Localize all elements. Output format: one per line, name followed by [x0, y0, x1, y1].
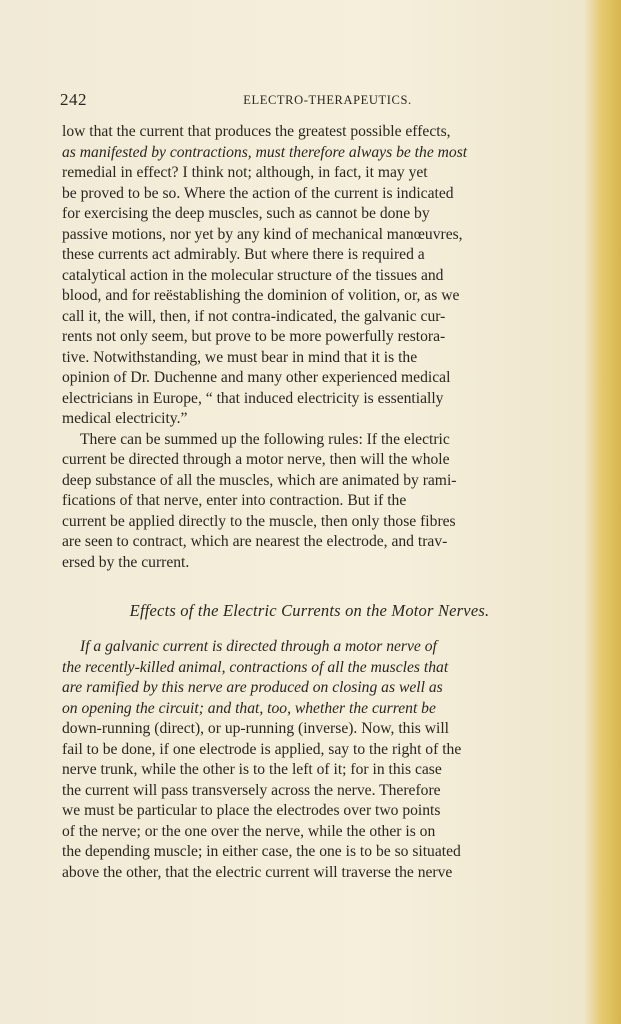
text-line: the recently-killed animal, contractions of all the muscles that	[62, 658, 449, 676]
page-number: 242	[60, 90, 87, 109]
spacer	[62, 623, 557, 637]
page-header	[60, 90, 555, 110]
text-line: are ramified by this nerve are produced on closing as well as	[62, 679, 443, 696]
text-line: opinion of Dr. Duchenne and many other experienced medical	[62, 369, 451, 386]
text-line: for exercising the deep muscles, such as cannot be done by	[62, 205, 430, 222]
spacer	[62, 573, 557, 601]
text-line: remedial in effect? I think not; although, in fact, it may yet	[62, 164, 428, 181]
text-line: be proved to be so. Where the action of the current is indicated	[62, 184, 454, 202]
text-line: above the other, that the electric current will traverse the nerve	[62, 863, 453, 881]
text-line: nerve trunk, while the other is to the left of it; for in this case	[62, 761, 442, 778]
text-line: call it, the will, then, if not contra-indicated, the galvanic cur-	[62, 307, 446, 325]
text-line: the depending muscle; in either case, the one is to be so situated	[62, 843, 461, 860]
text-line: rents not only seem, but prove to be more powerfully restora-	[62, 328, 446, 345]
text-line: the current will pass transversely across the nerve. Therefore	[62, 781, 441, 799]
text-line: on opening the circuit; and that, too, whether the current be	[62, 699, 436, 717]
text-line: blood, and for reëstablishing the dominion of volition, or, as we	[62, 287, 460, 304]
running-head: ELECTRO-THERAPEUTICS.	[243, 93, 412, 107]
text-line: of the nerve; or the one over the nerve, while the other is on	[62, 822, 436, 840]
text-line: current be applied directly to the muscle, then only those fibres	[62, 512, 456, 530]
paragraph-1	[62, 122, 557, 430]
text-line: catalytical action in the molecular structure of the tissues and	[62, 266, 444, 284]
text-line: down-running (direct), or up-running (inverse). Now, this will	[62, 720, 450, 737]
text-line: ersed by the current.	[62, 553, 190, 571]
text-line: medical electricity.”	[62, 410, 188, 427]
text-line: There can be summed up the following rules: If the electric	[80, 430, 450, 448]
text-line: we must be particular to place the electrodes over two points	[62, 802, 441, 819]
paragraph-2	[62, 430, 557, 574]
text-line: fications of that nerve, enter into contraction. But if the	[62, 492, 407, 509]
text-line: are seen to contract, which are nearest the electrode, and trav-	[62, 533, 448, 550]
text-line: low that the current that produces the greatest possible effects,	[62, 123, 451, 140]
text-line: fail to be done, if one electrode is applied, say to the right of the	[62, 740, 462, 758]
text-line: these currents act admirably. But where there is required a	[62, 246, 425, 263]
body-text	[62, 122, 557, 883]
paragraph-3	[62, 637, 557, 883]
text-line: deep substance of all the muscles, which are animated by rami-	[62, 471, 457, 489]
text-line: as manifested by contractions, must therefore always be the most	[62, 143, 468, 161]
text-line: If a galvanic current is directed through a motor nerve of	[80, 638, 437, 655]
text-line: electricians in Europe, “ that induced electricity is essentially	[62, 389, 444, 407]
text-line: passive motions, nor yet by any kind of mechanical manœuvres,	[62, 225, 463, 243]
text-line: current be directed through a motor nerve, then will the whole	[62, 451, 450, 468]
section-heading: Effects of the Electric Currents on the Motor Nerves.	[129, 601, 490, 620]
text-line: tive. Notwithstanding, we must bear in mind that it is the	[62, 348, 418, 366]
